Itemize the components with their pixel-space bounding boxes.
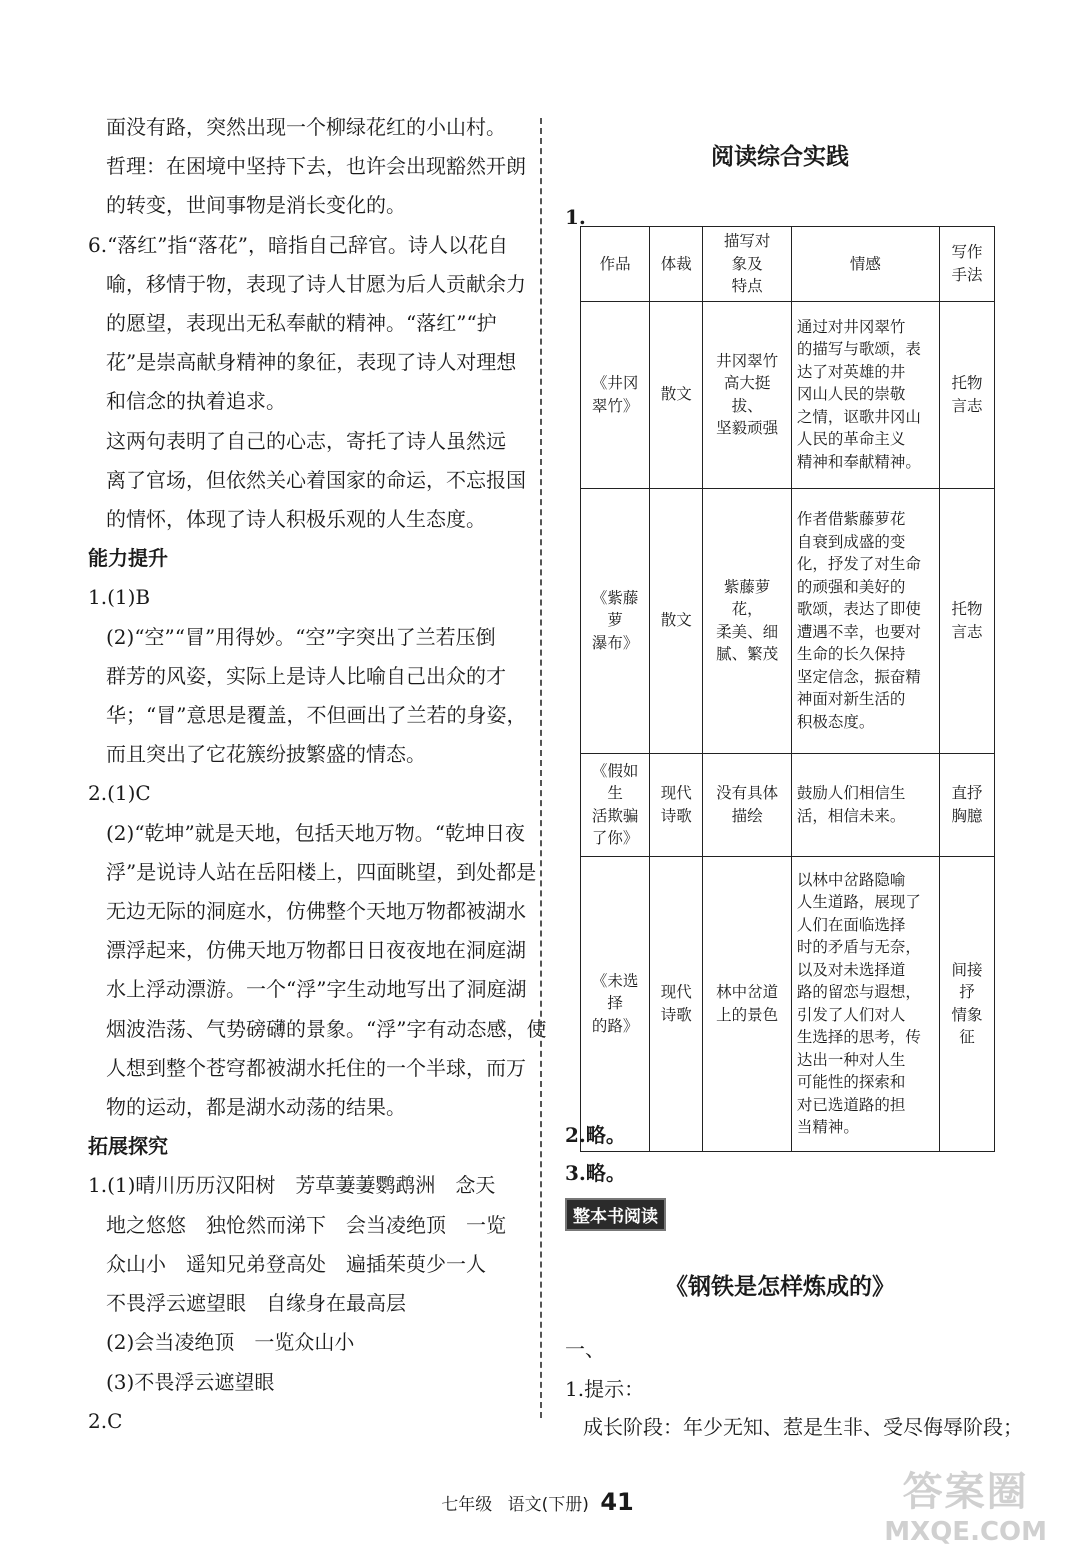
cell-text: 《井冈 — [591, 374, 639, 392]
answer-line: (2)“空”“冒”用得妙。“空”字突出了兰若压倒 — [106, 624, 496, 649]
answer-line: (3)不畏浮云遮望眼 — [106, 1369, 275, 1394]
watermark-line2: MXQE.COM — [884, 1517, 1047, 1547]
cell-text: 歌颂，表达了即使 — [796, 600, 921, 618]
answer-line: 华；“冒”意思是覆盖，不但画出了兰若的身姿， — [106, 703, 527, 728]
cell-text: 人们在面临选择 — [796, 915, 906, 934]
table-row — [581, 301, 995, 488]
answer-line: 2.C — [88, 1408, 123, 1433]
part-one-label: 一、 — [565, 1337, 605, 1361]
cell-text: 自衰到成盛的变 — [796, 532, 906, 551]
table-cell-work — [581, 301, 650, 488]
cell-text: 神面对新生活的 — [796, 690, 906, 708]
answer-line: 而且突出了它花簇纷披繁盛的情态。 — [106, 742, 426, 767]
cell-text: 鼓励人们相信生 — [796, 784, 906, 802]
section-heading: 能力提升 — [88, 546, 168, 571]
table-header-row — [581, 227, 995, 302]
cell-text: 的路》 — [591, 1016, 639, 1035]
column-divider — [540, 118, 542, 1418]
answer-line: 人想到整个苍穹都被湖水托住的一个半球，而万 — [106, 1055, 526, 1080]
hint-label: 1.提示： — [565, 1377, 645, 1401]
cell-text: 的描写与歌颂，表 — [796, 340, 921, 359]
left-column — [88, 108, 547, 1441]
answer-line: 无边无际的洞庭水，仿佛整个天地万物都被湖水 — [106, 899, 526, 924]
answer-line: 地之悠悠 独怆然而涕下 会当凌绝顶 一览 — [106, 1212, 506, 1237]
answer-line: 哲理：在困境中坚持下去，也许会出现豁然开朗 — [106, 154, 526, 179]
cell-text: 遭遇不幸，也要对 — [796, 622, 921, 641]
cell-text: 之情，讴歌井冈山 — [796, 407, 921, 426]
table-cell-genre — [650, 301, 703, 488]
cell-text: 通过对井冈翠竹 — [796, 317, 906, 336]
table-header-cell — [703, 227, 791, 302]
badge-label: 整本书阅读 — [565, 1198, 666, 1231]
cell-text: 托物 — [951, 374, 983, 392]
table-cell-technique — [939, 753, 994, 856]
table-cell-object — [703, 488, 791, 753]
whole-book-reading-badge — [565, 1198, 666, 1231]
cell-text: 达出一种对人生 — [796, 1050, 906, 1069]
table-row — [581, 856, 995, 1151]
cell-text: 生选择的思考，传 — [796, 1028, 921, 1046]
cell-text: 当精神。 — [796, 1118, 859, 1136]
cell-text: 以及对未选择道 — [796, 960, 906, 979]
cell-text: 冈山人民的崇敬 — [796, 385, 906, 404]
cell-text: 人民的革命主义 — [796, 430, 906, 449]
answer-line: 不畏浮云遮望眼 自缘身在最高层 — [106, 1291, 406, 1316]
cell-text: 言志 — [951, 396, 983, 415]
table-cell-technique — [939, 856, 994, 1151]
answer-line: 众山小 遥知兄弟登高处 遍插茱萸少一人 — [106, 1251, 486, 1276]
table-cell-emotion — [791, 753, 939, 856]
cell-text: 翠竹》 — [591, 396, 639, 415]
cell-text: 时的矛盾与无奈， — [796, 938, 921, 956]
header-text: 象及 — [731, 254, 763, 273]
table-cell-work — [581, 753, 650, 856]
answer-line: 烟波浩荡、气势磅礴的景象。“浮”字有动态感，使 — [106, 1016, 547, 1041]
table-cell-emotion — [791, 488, 939, 753]
answer-line: 物的运动，都是湖水动荡的结果。 — [106, 1095, 406, 1120]
table-header-cell — [650, 227, 703, 302]
cell-text: 间接抒 — [951, 960, 983, 1001]
cell-text: 活欺骗 — [591, 806, 639, 825]
table-row — [581, 488, 995, 753]
cell-text: 生命的长久保持 — [796, 645, 906, 663]
cell-text: 高大挺拔、 — [723, 374, 771, 415]
answer-line: 这两句表明了自己的心志，寄托了诗人虽然远 — [106, 428, 506, 453]
table-cell-technique — [939, 301, 994, 488]
cell-text: 描绘 — [731, 806, 763, 825]
footer-grade: 七年级 — [441, 1495, 493, 1515]
cell-text: 瀑布》 — [591, 633, 639, 652]
cell-text: 作者借紫藤萝花 — [796, 510, 906, 528]
answer-line: 1.(1)晴川历历汉阳树 芳草萋萋鹦鹉洲 念天 — [88, 1173, 496, 1198]
table-cell-work — [581, 488, 650, 753]
table-cell-genre — [650, 753, 703, 856]
header-text: 手法 — [951, 265, 983, 284]
cell-text: 言志 — [951, 622, 983, 641]
answer-line: 2.(1)C — [88, 781, 151, 806]
cell-text: 托物 — [951, 600, 983, 618]
cell-text: 路的留恋与遐想， — [796, 983, 921, 1001]
table-row — [581, 753, 995, 856]
table-cell-object — [703, 301, 791, 488]
table-cell-emotion — [791, 301, 939, 488]
cell-text: 人生道路，展现了 — [796, 893, 921, 911]
page-number: 41 — [600, 1488, 634, 1516]
cell-text: 现代 — [660, 983, 692, 1001]
answer-line: (2)“乾坤”就是天地，包括天地万物。“乾坤日夜 — [106, 820, 526, 845]
cell-text: 以林中岔路隐喻 — [796, 870, 906, 889]
answer-line: 喻，移情于物，表现了诗人甘愿为后人贡献余力 — [106, 271, 526, 296]
section-heading: 拓展探究 — [88, 1134, 168, 1159]
cell-text: 活，相信未来。 — [796, 806, 906, 825]
cell-text: 散文 — [660, 385, 692, 404]
question-1-number: 1. — [565, 205, 586, 229]
cell-text: 精神和奉献精神。 — [796, 452, 921, 471]
cell-text: 《紫藤萝 — [591, 588, 639, 630]
cell-text: 腻、繁茂 — [716, 645, 779, 663]
cell-text: 的顽强和美好的 — [796, 577, 906, 596]
answer-line: 水上浮动漂游。一个“浮”字生动地写出了洞庭湖 — [106, 977, 527, 1002]
table-header-cell — [581, 227, 650, 302]
answer-line: 和信念的执着追求。 — [106, 389, 286, 414]
cell-text: 上的景色 — [716, 1005, 779, 1024]
cell-text: 《假如生 — [591, 761, 639, 802]
header-text: 作品 — [599, 254, 631, 273]
footer-subject: 语文(下册) — [507, 1495, 589, 1515]
cell-text: 引发了人们对人 — [796, 1005, 906, 1024]
table-cell-emotion — [791, 856, 939, 1151]
answer-line: 面没有路，突然出现一个柳绿花红的小山村。 — [106, 115, 506, 139]
answer-line: 的转变，世间事物是消长变化的。 — [106, 193, 406, 218]
cell-text: 可能性的探索和 — [796, 1073, 906, 1091]
table-cell-technique — [939, 488, 994, 753]
cell-text: 诗歌 — [660, 1005, 692, 1024]
header-text: 情感 — [849, 254, 881, 273]
answer-line: 6.“落红”指“落花”，暗指自己辞官。诗人以花自 — [88, 232, 508, 257]
answer-line: 离了官场，但依然关心着国家的命运，不忘报国 — [106, 467, 526, 492]
section-title: 阅读综合实践 — [711, 143, 849, 170]
cell-text: 井冈翠竹 — [716, 351, 779, 370]
table-cell-object — [703, 856, 791, 1151]
answer-line: 群芳的风姿，实际上是诗人比喻自己出众的才 — [106, 663, 506, 688]
header-text: 写作 — [951, 243, 983, 262]
cell-text: 柔美、细 — [716, 622, 779, 641]
table-header-cell — [939, 227, 994, 302]
book-title: 《钢铁是怎样炼成的》 — [665, 1273, 895, 1300]
table-cell-genre — [650, 488, 703, 753]
table-cell-genre — [650, 856, 703, 1151]
cell-text: 散文 — [660, 611, 692, 630]
cell-text: 坚定信念，振奋精 — [796, 667, 921, 686]
answer-line: 的愿望，表现出无私奉献的精神。“落红”“护 — [106, 311, 497, 336]
cell-text: 林中岔道 — [716, 983, 779, 1001]
cell-text: 化，抒发了对生命 — [796, 555, 921, 573]
header-text: 特点 — [731, 277, 763, 295]
answer-line: 花”是崇高献身精神的象征，表现了诗人对理想 — [106, 350, 517, 375]
answer-line: (2)会当凌绝顶 一览众山小 — [106, 1330, 355, 1355]
cell-text: 直抒 — [951, 784, 983, 802]
answer-line: 的情怀，体现了诗人积极乐观的人生态度。 — [106, 507, 486, 532]
cell-text: 现代 — [660, 784, 692, 802]
cell-text: 了你》 — [591, 829, 639, 847]
answer-line: 漂浮起来，仿佛天地万物都日日夜夜地在洞庭湖 — [106, 938, 526, 963]
table-cell-work — [581, 856, 650, 1151]
table-header-cell — [791, 227, 939, 302]
cell-text: 诗歌 — [660, 806, 692, 825]
growth-stage-text: 成长阶段：年少无知、惹是生非、受尽侮辱阶段； — [583, 1415, 1023, 1439]
reading-table — [580, 226, 995, 1152]
question-2: 2.略。 — [565, 1123, 626, 1147]
cell-text: 对已选道路的担 — [796, 1095, 906, 1114]
watermark-logo — [884, 1460, 1047, 1547]
cell-text: 坚毅顽强 — [716, 419, 779, 437]
header-text: 体裁 — [660, 254, 692, 273]
cell-text: 紫藤萝花， — [723, 577, 771, 618]
cell-text: 《未选择 — [591, 971, 639, 1013]
cell-text: 没有具体 — [716, 784, 779, 802]
cell-text: 情象征 — [951, 1005, 983, 1046]
cell-text: 胸臆 — [951, 806, 983, 825]
cell-text: 达了对英雄的井 — [796, 362, 906, 381]
answer-line: 浮”是说诗人站在岳阳楼上，四面眺望，到处都是 — [106, 859, 537, 884]
question-3: 3.略。 — [565, 1161, 626, 1185]
cell-text: 积极态度。 — [796, 712, 875, 731]
table-cell-object — [703, 753, 791, 856]
answer-line: 1.(1)B — [88, 585, 151, 610]
header-text: 描写对 — [723, 232, 771, 250]
watermark-line1: 答案圈 — [902, 1469, 1029, 1515]
